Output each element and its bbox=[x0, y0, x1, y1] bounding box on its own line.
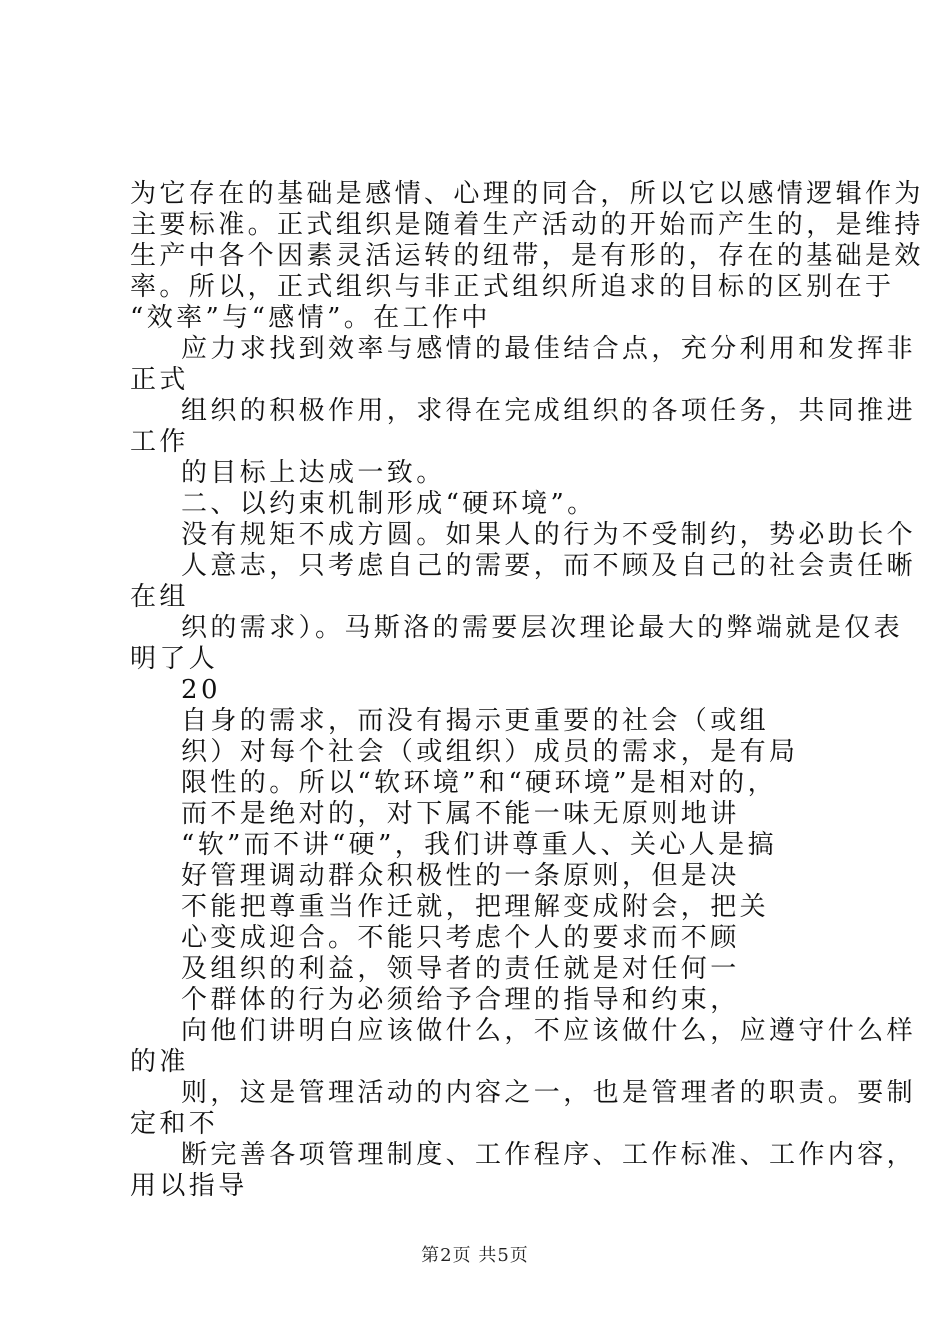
text-line: 心变成迎合。不能只考虑个人的要求而不顾 bbox=[181, 923, 740, 953]
text-line: 定和不 bbox=[130, 1109, 219, 1139]
text-line: 的准 bbox=[130, 1047, 189, 1077]
text-line: 好管理调动群众积极性的一条原则，但是决 bbox=[181, 861, 740, 891]
text-line: 人意志，只考虑自己的需要，而不顾及自己的社会责任晰 bbox=[181, 551, 917, 581]
text-line: 及组织的利益，领导者的责任就是对任何一 bbox=[181, 954, 740, 984]
text-line: “效率”与“感情”。在工作中 bbox=[130, 303, 491, 333]
text-line: 则，这是管理活动的内容之一，也是管理者的职责。要制 bbox=[181, 1078, 917, 1108]
text-line: 为它存在的基础是感情、心理的同合，所以它以感情逻辑作为 bbox=[130, 179, 924, 209]
text-line: 织）对每个社会（或组织）成员的需求，是有局 bbox=[181, 737, 799, 767]
text-line: 织的需求）。马斯洛的需要层次理论最大的弊端就是仅表 bbox=[181, 613, 904, 643]
text-line: 向他们讲明白应该做什么，不应该做什么，应遵守什么样 bbox=[181, 1016, 917, 1046]
text-line: 断完善各项管理制度、工作程序、工作标准、工作内容， bbox=[181, 1140, 917, 1170]
section-heading: 二、以约束机制形成“硬环境”。 bbox=[181, 489, 597, 519]
page-marker: 20 bbox=[181, 675, 221, 705]
page-number-footer: 第2页 共5页 bbox=[421, 1245, 529, 1266]
text-line: 的目标上达成一致。 bbox=[181, 458, 446, 488]
text-line: 正式 bbox=[130, 365, 189, 395]
text-line: 而不是绝对的，对下属不能一味无原则地讲 bbox=[181, 799, 740, 829]
text-line: 组织的积极作用，求得在完成组织的各项任务，共同推进 bbox=[181, 396, 917, 426]
text-line: 率。所以，正式组织与非正式组织所追求的目标的区别在于 bbox=[130, 272, 895, 302]
text-line: 主要标准。正式组织是随着生产活动的开始而产生的，是维持 bbox=[130, 210, 924, 240]
text-line: 应力求找到效率与感情的最佳结合点，充分利用和发挥非 bbox=[181, 334, 917, 364]
text-line: 不能把尊重当作迁就，把理解变成附会，把关 bbox=[181, 892, 770, 922]
text-line: 工作 bbox=[130, 427, 189, 457]
text-line: 用以指导 bbox=[130, 1171, 248, 1201]
text-line: 明了人 bbox=[130, 644, 219, 674]
text-line: 个群体的行为必须给予合理的指导和约束， bbox=[181, 985, 740, 1015]
text-line: 限性的。所以“软环境”和“硬环境”是相对的， bbox=[181, 768, 777, 798]
text-line: 没有规矩不成方圆。如果人的行为不受制约，势必助长个 bbox=[181, 520, 917, 550]
text-line: “软”而不讲“硬”，我们讲尊重人、关心人是搞 bbox=[181, 830, 777, 860]
text-line: 自身的需求，而没有揭示更重要的社会（或组 bbox=[181, 706, 770, 736]
text-line: 在组 bbox=[130, 582, 189, 612]
text-line: 生产中各个因素灵活运转的纽带，是有形的，存在的基础是效 bbox=[130, 241, 924, 271]
